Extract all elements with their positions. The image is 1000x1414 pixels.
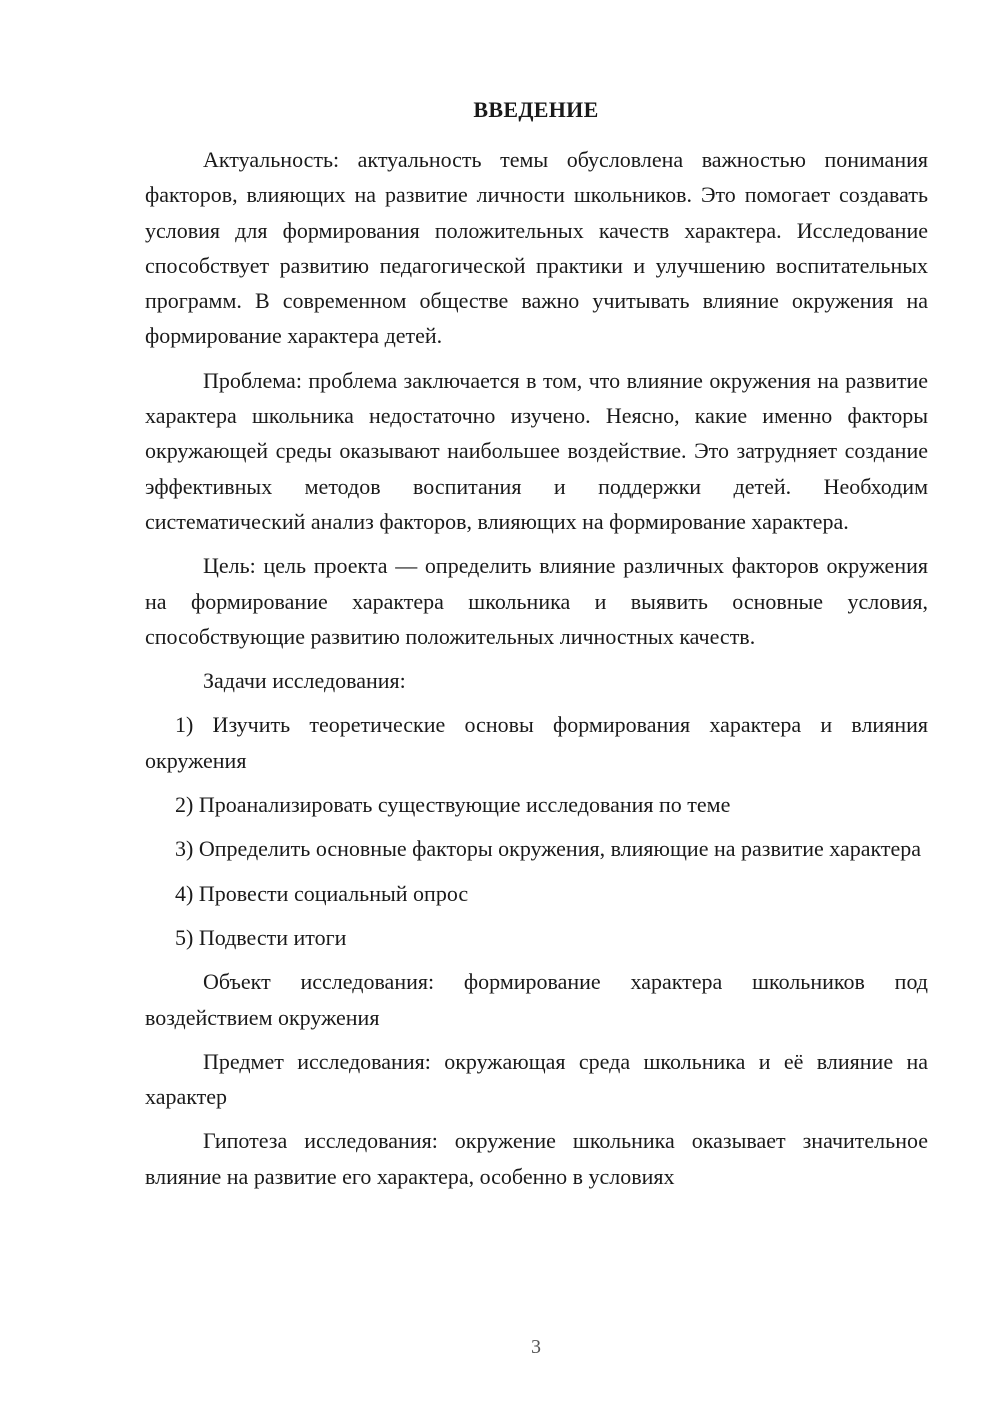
- paragraph-relevance: Актуальность: актуальность темы обусловлена важностью понимания факторов, влияющих на развитие личности школьников. Это помогает создавать условия для формирования положительных качеств характера. Исследование способствует развитию педагогической практики и улучшению воспитательных программ. В современном обществе важно учитывать влияние окружения на формирование характера детей.: [145, 147, 928, 349]
- task-item: 5) Подвести итоги: [175, 924, 347, 950]
- paragraph-tasks-heading: Задачи исследования:: [203, 668, 406, 694]
- task-item: 1) Изучить теоретические основы формирования характера и влияния окружения: [145, 712, 928, 773]
- paragraph-object: Объект исследования: формирование характера школьников под воздействием окружения: [145, 969, 928, 1030]
- paragraph-hypothesis: Гипотеза исследования: окружение школьника оказывает значительное влияние на развитие его характера, особенно в условиях: [145, 1128, 928, 1189]
- page-title: ВВЕДЕНИЕ: [473, 97, 599, 122]
- paragraph-goal: Цель: цель проекта — определить влияние различных факторов окружения на формирование характера школьника и выявить основные условия, способствующие развитию положительных личностных качеств.: [145, 553, 928, 649]
- page-number: 3: [531, 1336, 541, 1358]
- body-text: [145, 142, 928, 1203]
- paragraph-subject: Предмет исследования: окружающая среда школьника и её влияние на характер: [145, 1048, 928, 1110]
- task-item: 3) Определить основные факторы окружения, влияющие на развитие характера: [175, 836, 922, 862]
- paragraph-problem: Проблема: проблема заключается в том, что влияние окружения на развитие характера школьника недостаточно изучено. Неясно, какие именно факторы окружающей среды оказывают наибольшее воздействие. Это затрудняет создание эффективных методов воспитания и поддержки детей. Необходим систематический анализ факторов, влияющих на формирование характера.: [145, 367, 928, 534]
- task-item: 4) Провести социальный опрос: [175, 880, 469, 906]
- task-item: 2) Проанализировать существующие исследования по теме: [175, 792, 731, 818]
